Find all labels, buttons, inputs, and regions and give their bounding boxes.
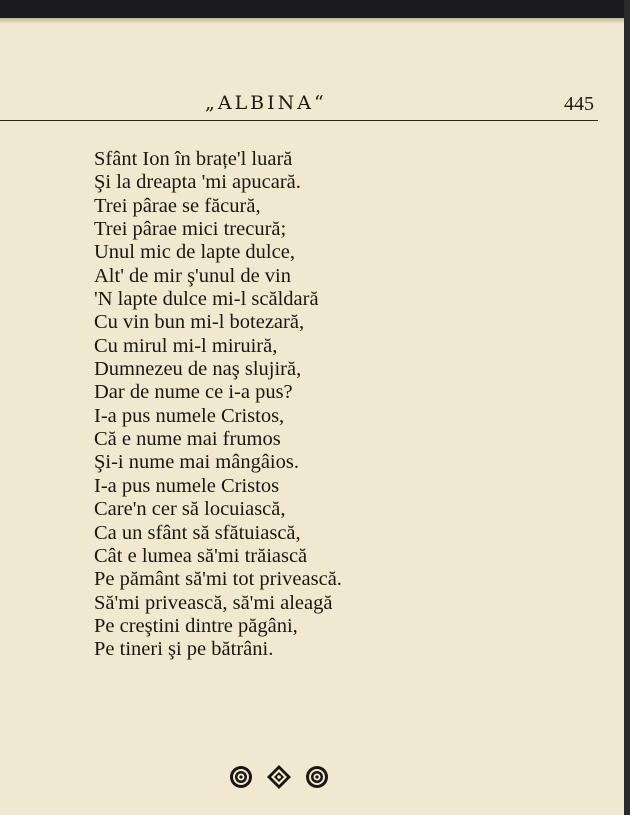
poem-line: Dumnezeu de naş slujiră, (94, 358, 302, 381)
page-number: 445 (564, 93, 594, 115)
poem-line: Cât e lumea să'mi trăiască (94, 544, 308, 567)
poem-line: Alt' de mir ş'unul de vin (94, 264, 291, 287)
header-rule (0, 120, 598, 121)
poem-line: Că e nume mai frumos (94, 428, 281, 451)
poem-line: Şi-i nume mai mângâios. (94, 451, 299, 474)
poem (94, 148, 342, 662)
poem-line: Dar de nume ce i-a pus? (94, 381, 293, 404)
poem-line: Cu mirul mi-l miruiră, (94, 334, 278, 357)
poem-line: Pe tineri şi pe bătrâni. (94, 638, 274, 661)
poem-line: Pe creştini dintre păgâni, (94, 614, 298, 637)
poem-line: Care'n cer să locuiască, (94, 498, 286, 521)
poem-line: Să'mi privească, să'mi aleagă (94, 591, 333, 614)
poem-line: Trei pârae mici trecură; (94, 218, 287, 241)
poem-line: Cu vin bun mi-l botezară, (94, 311, 305, 334)
scan-top-shadow (0, 18, 630, 24)
poem-line: I-a pus numele Cristos, (94, 404, 285, 427)
circle-ornament-icon (305, 765, 329, 789)
scan-right-edge (624, 0, 630, 815)
poem-line: Ca un sfânt să sfătuiască, (94, 521, 301, 544)
poem-line: Trei pârae se făcură, (94, 194, 261, 217)
scan-top-edge (0, 0, 630, 18)
poem-line: I-a pus numele Cristos (94, 474, 280, 497)
ornament-row (229, 764, 339, 790)
running-header-title: „ALBINA“ (205, 92, 327, 114)
diamond-ornament-icon (267, 765, 291, 789)
poem-line: Şi la dreapta 'mi apucară. (94, 171, 301, 194)
poem-line: Pe pământ să'mi tot privească. (94, 568, 342, 591)
poem-line: Sfânt Ion în brațe'l luară (94, 148, 293, 170)
poem-line: 'N lapte dulce mi-l scăldară (94, 288, 319, 311)
circle-ornament-icon (229, 765, 253, 789)
poem-line: Unul mic de lapte dulce, (94, 241, 295, 264)
